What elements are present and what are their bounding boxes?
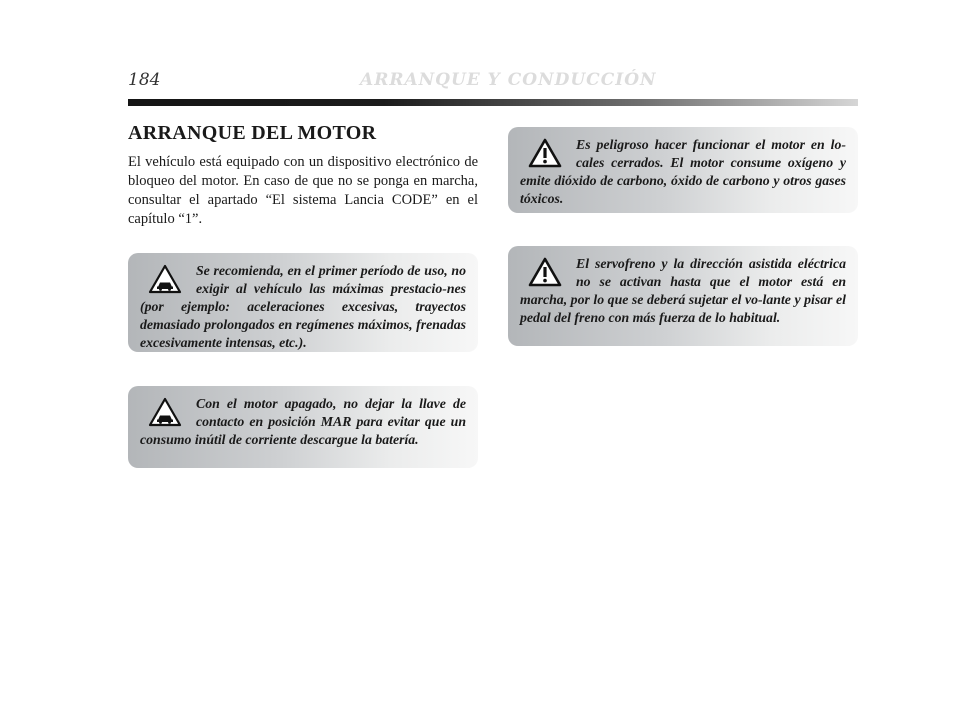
warning-text: El servofreno y la dirección asistida eléctrica no se activan hasta que el motor está en marcha, por lo que se deberá sujetar el vo-lante y pisar el pedal del freno con más fuerza de lo habitual. (520, 256, 846, 325)
danger-warning-icon (526, 136, 564, 172)
left-column (128, 122, 478, 229)
danger-warning-icon (526, 255, 564, 291)
page-number: 184 (128, 70, 161, 90)
car-warning-icon (146, 395, 184, 431)
warning-box-closed-spaces (508, 127, 858, 213)
warning-text: Con el motor apagado, no dejar la llave de contacto en posición MAR para evitar que un consumo inútil de corriente descargue la batería. (140, 396, 466, 447)
warning-box-first-use (128, 253, 478, 352)
header-rule (128, 99, 858, 106)
warning-text: Se recomienda, en el primer período de uso, no exigir al vehículo las máximas prestacio-nes (por ejemplo: aceleraciones excesivas, trayectos demasiado prolongados en regímenes máximos, frenadas excesivamente intensas, etc.). (140, 263, 466, 350)
section-body: El vehículo está equipado con un dispositivo electrónico de bloqueo del motor. En caso de que no se ponga en marcha, consultar el apartado “El sistema Lancia CODE” en el capítulo “1”. (128, 154, 478, 227)
page-header (128, 66, 858, 96)
warning-box-ignition-key (128, 386, 478, 468)
car-warning-icon (146, 262, 184, 298)
warning-box-servo-brake (508, 246, 858, 346)
section-heading: ARRANQUE DEL MOTOR (128, 122, 377, 144)
running-title: ARRANQUE Y CONDUCCIÓN (360, 70, 657, 90)
warning-text: Es peligroso hacer funcionar el motor en lo-cales cerrados. El motor consume oxígeno y emite dióxido de carbono, óxido de carbono y otros gases tóxicos. (520, 137, 846, 206)
